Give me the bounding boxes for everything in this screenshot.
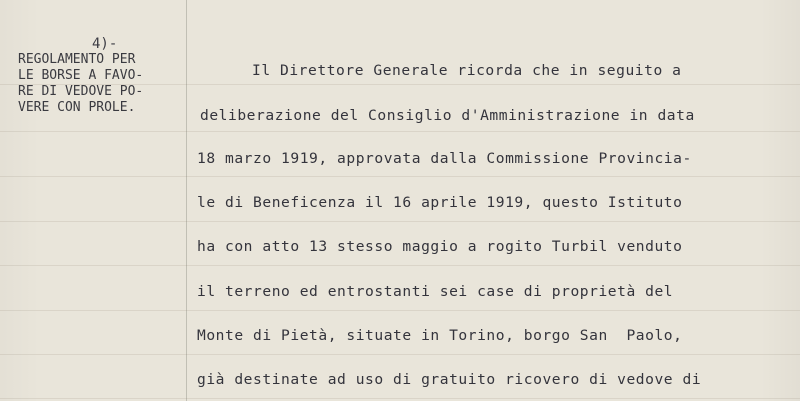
body-text-line: già destinate ad uso di gratuito ricovero di vedove di xyxy=(197,371,702,388)
section-number: 4)- xyxy=(92,36,118,52)
side-heading-line: VERE CON PROLE. xyxy=(18,100,136,115)
body-text-line: il terreno ed entrostanti sei case di proprietà del xyxy=(197,283,674,300)
side-heading-line: RE DI VEDOVE PO- xyxy=(18,84,144,99)
ruled-line xyxy=(0,131,800,132)
side-heading xyxy=(18,52,143,116)
ruled-line xyxy=(0,265,800,266)
body-text-line: ha con atto 13 stesso maggio a rogito Turbil venduto xyxy=(197,238,683,255)
ruled-line xyxy=(0,310,800,311)
ruled-line xyxy=(0,176,800,177)
ruled-line xyxy=(0,398,800,399)
side-heading-line: LE BORSE A FAVO- xyxy=(18,68,144,83)
ruled-line xyxy=(0,221,800,222)
side-heading-line: REGOLAMENTO PER xyxy=(18,52,136,67)
ruled-line xyxy=(0,354,800,355)
body-text-line: Il Direttore Generale ricorda che in seguito a xyxy=(252,62,682,79)
body-text-line: deliberazione del Consiglio d'Amministrazione in data xyxy=(200,107,695,124)
body-text-line: 18 marzo 1919, approvata dalla Commissione Provincia- xyxy=(197,150,692,167)
body-text-line: le di Beneficenza il 16 aprile 1919, questo Istituto xyxy=(197,194,683,211)
margin-line xyxy=(186,0,187,401)
body-text-line: Monte di Pietà, situate in Torino, borgo San Paolo, xyxy=(197,327,683,344)
